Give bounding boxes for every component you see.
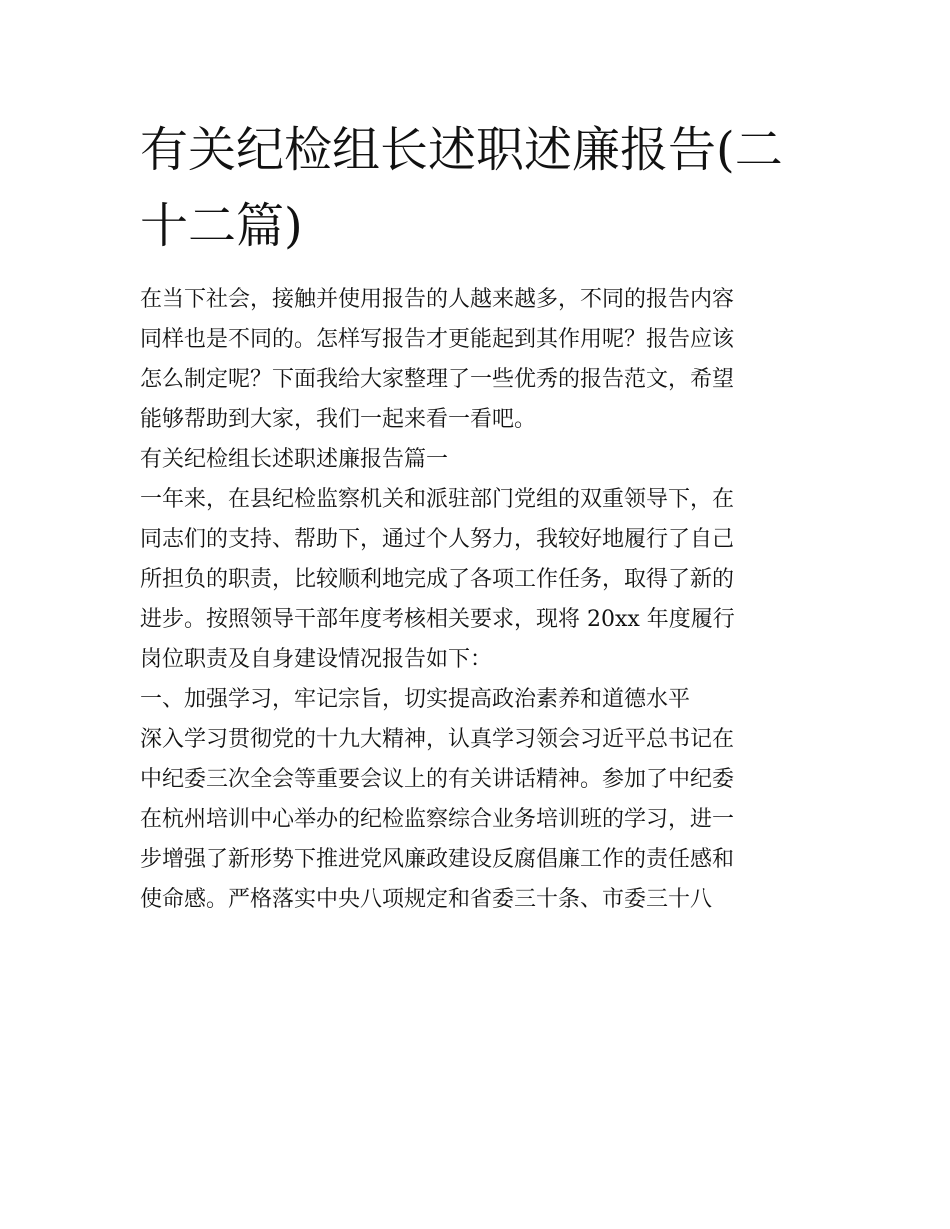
text-line: 同样也是不同的。怎样写报告才更能起到其作用呢？报告应该 (140, 327, 735, 352)
subsection-heading (140, 680, 815, 720)
body-paragraph (140, 720, 815, 920)
text-line: 一年来，在县纪检监察机关和派驻部门党组的双重领导下，在 (140, 487, 735, 512)
text-line: 在杭州培训中心举办的纪检监察综合业务培训班的学习，进一 (140, 807, 735, 832)
text-line: 所担负的职责，比较顺利地完成了各项工作任务，取得了新的 (140, 567, 735, 592)
text-line: 能够帮助到大家，我们一起来看一看吧。 (140, 407, 537, 432)
text-line: 一、加强学习，牢记宗旨，切实提高政治素养和道德水平 (140, 687, 691, 712)
text-line: 在当下社会，接触并使用报告的人越来越多，不同的报告内容 (140, 287, 735, 312)
title-line: 有关纪检组长述职述廉报告(二 (140, 122, 783, 178)
text-line: 进步。按照领导干部年度考核相关要求，现将 20xx 年度履行 (140, 607, 735, 632)
body-paragraph (140, 480, 815, 680)
text-line: 有关纪检组长述职述廉报告篇一 (140, 447, 449, 472)
title-line: 十二篇) (140, 198, 303, 254)
document-body (140, 280, 815, 920)
text-line: 使命感。严格落实中央八项规定和省委三十条、市委三十八 (140, 887, 713, 912)
intro-paragraph (140, 280, 815, 440)
section-heading (140, 440, 815, 480)
text-line: 同志们的支持、帮助下，通过个人努力，我较好地履行了自己 (140, 527, 735, 552)
text-line: 中纪委三次全会等重要会议上的有关讲话精神。参加了中纪委 (140, 767, 735, 792)
text-line: 步增强了新形势下推进党风廉政建设反腐倡廉工作的责任感和 (140, 847, 735, 872)
text-line: 怎么制定呢？下面我给大家整理了一些优秀的报告范文，希望 (140, 367, 735, 392)
text-line: 岗位职责及自身建设情况报告如下： (140, 647, 493, 672)
document-title (140, 112, 820, 264)
text-line: 深入学习贯彻党的十九大精神，认真学习领会习近平总书记在 (140, 727, 735, 752)
